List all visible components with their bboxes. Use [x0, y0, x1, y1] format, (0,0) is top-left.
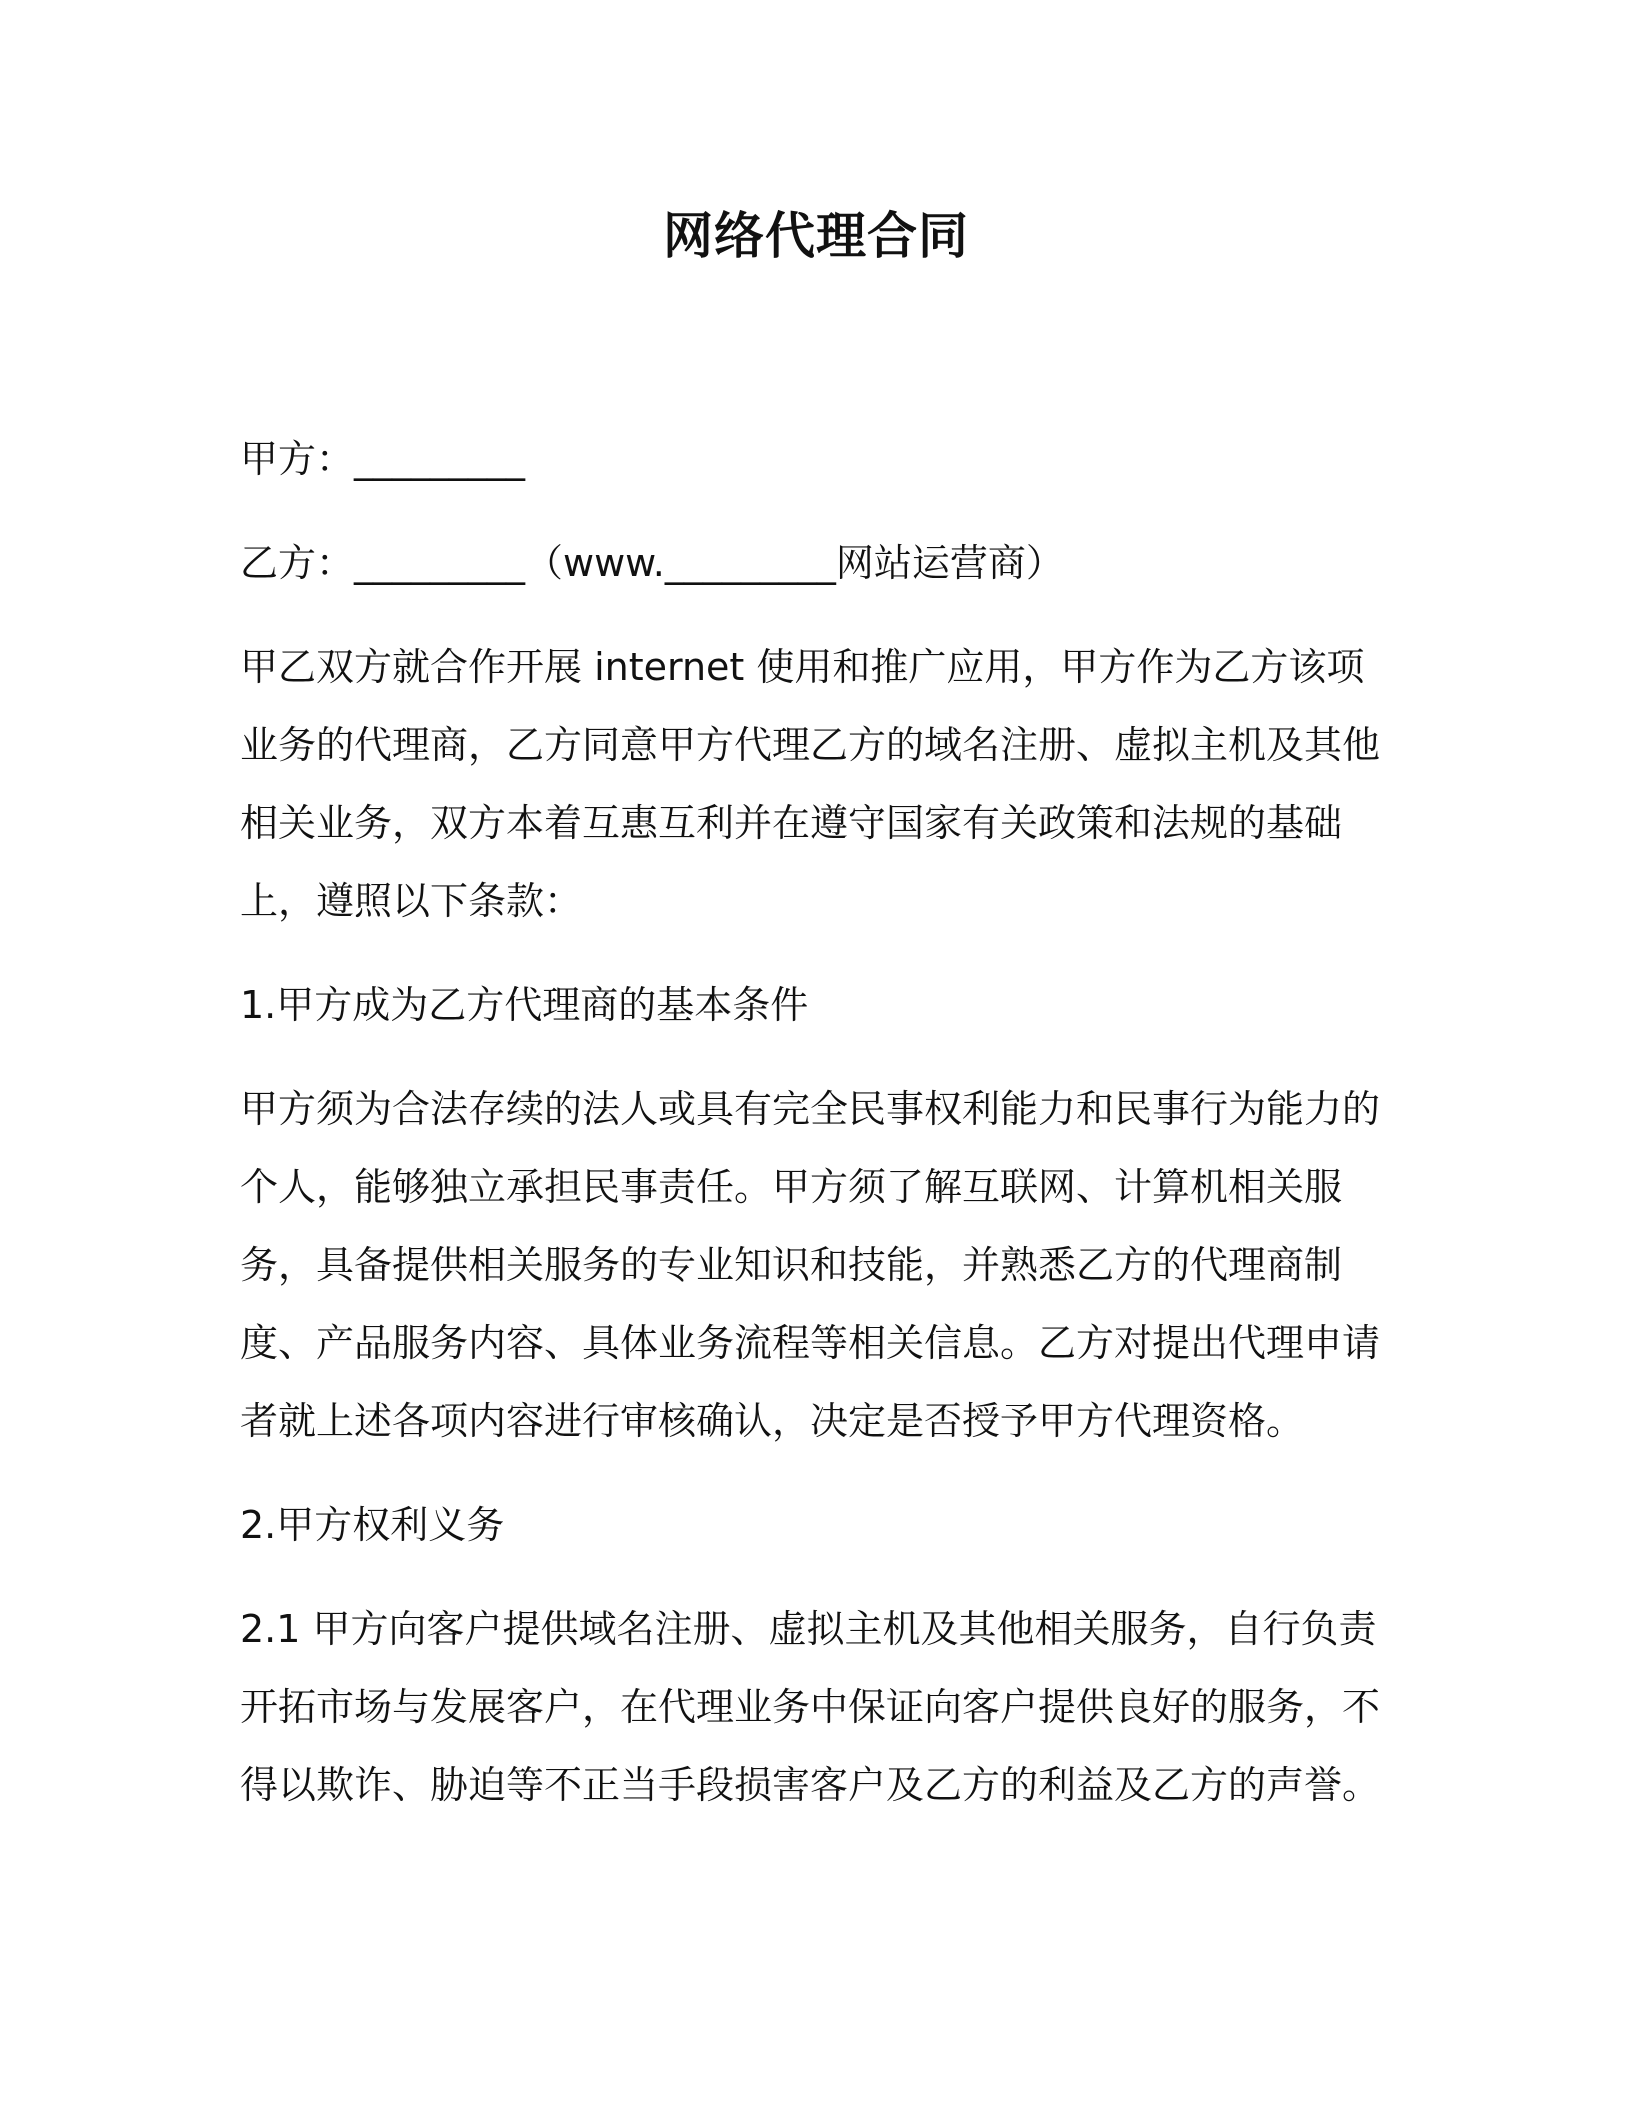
party-b-line: 乙方：_________（www._________网站运营商）: [240, 541, 1064, 585]
section-1-paragraph: 甲方须为合法存续的法人或具有完全民事权利能力和民事行为能力的个人，能够独立承担民事责任。甲方须了解互联网、计算机相关服务，具备提供相关服务的专业知识和技能，并熟悉乙方的代理商制度、产品服务内容、具体业务流程等相关信息。乙方对提出代理申请者就上述各项内容进行审核确认，决定是否授予甲方代理资格。: [240, 1087, 1381, 1443]
document-body: [240, 420, 1390, 1850]
section-2-heading: 2.甲方权利义务: [240, 1503, 505, 1547]
section-1-heading: 1.甲方成为乙方代理商的基本条件: [240, 983, 809, 1027]
party-a-line: 甲方：_________: [240, 437, 526, 481]
section-2-1-paragraph: 2.1 甲方向客户提供域名注册、虚拟主机及其他相关服务，自行负责开拓市场与发展客户，在代理业务中保证向客户提供良好的服务，不得以欺诈、胁迫等不正当手段损害客户及乙方的利益及乙方的声誉。: [240, 1607, 1381, 1807]
document-title: 网络代理合同: [663, 207, 969, 265]
intro-paragraph: 甲乙双方就合作开展 internet 使用和推广应用，甲方作为乙方该项业务的代理商，乙方同意甲方代理乙方的域名注册、虚拟主机及其他相关业务，双方本着互惠互利并在遵守国家有关政策和法规的基础上，遵照以下条款：: [240, 645, 1381, 923]
